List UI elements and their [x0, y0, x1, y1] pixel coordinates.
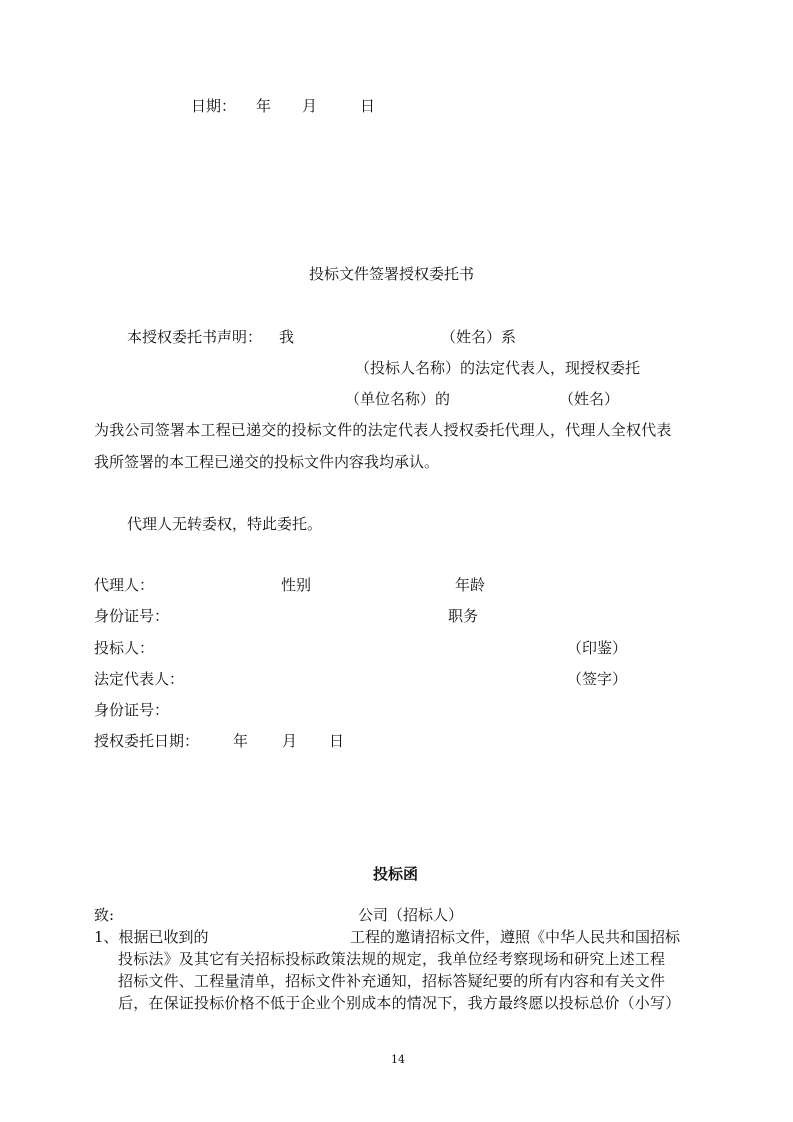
date-label: 日期： [191, 97, 237, 115]
field-id-number-1: 身份证号： [94, 607, 170, 625]
statement-line-5: 我所签署的本工程已递交的投标文件内容我均承认。 [94, 453, 440, 471]
field-id-number-2: 身份证号： [94, 701, 170, 719]
field-agent: 代理人： [94, 576, 155, 594]
field-position: 职务 [448, 607, 479, 625]
field-auth-year: 年 [233, 732, 249, 750]
field-legal-rep: 法定代表人： [94, 670, 185, 688]
statement-name-blank: （姓名）系 [441, 328, 517, 346]
letter-line-3: 招标文件、工程量清单，招标文件补充通知，招标答疑纪要的所有内容和有关文件 [118, 972, 666, 990]
date-day: 日 [360, 97, 376, 115]
statement-i: 我 [279, 328, 295, 346]
field-auth-date: 授权委托日期： [94, 732, 200, 750]
date-year: 年 [256, 97, 272, 115]
field-age: 年龄 [455, 576, 486, 594]
letter-line-4: 后，在保证投标价格不低于企业个别成本的情况下，我方最终愿以投标总价（小写） [118, 994, 681, 1012]
field-auth-month: 月 [282, 732, 298, 750]
date-month: 月 [302, 97, 318, 115]
page-number: 14 [391, 1053, 405, 1066]
letter-line-2: 投标法》及其它有关招标投标政策法规的规定，我单位经考察现场和研究上述工程 [118, 950, 666, 968]
statement-line-4: 为我公司签署本工程已递交的投标文件的法定代表人授权委托代理人，代理人全权代表 [94, 421, 672, 439]
letter-line-1b: 工程的邀请招标文件，遵照《中华人民共和国招标 [350, 928, 681, 946]
field-bidder: 投标人： [94, 639, 155, 657]
auth-title: 投标文件签署授权委托书 [309, 265, 475, 283]
field-gender: 性别 [281, 576, 312, 594]
statement-line-2: （投标人名称）的法定代表人，现授权委托 [355, 359, 641, 377]
letter-company: 公司（招标人） [358, 906, 464, 924]
statement-unit-blank: （单位名称）的 [345, 390, 451, 408]
field-sign: （签字） [567, 670, 628, 688]
statement-agent-name-blank: （姓名） [559, 390, 620, 408]
no-subdelegation: 代理人无转委权，特此委托。 [127, 515, 323, 533]
field-seal: （印鉴） [567, 639, 628, 657]
statement-intro: 本授权委托书声明： [127, 328, 263, 346]
letter-title: 投标函 [373, 865, 419, 883]
letter-to: 致: [94, 906, 115, 924]
field-auth-day: 日 [329, 732, 345, 750]
letter-line-1a: 1、根据已收到的 [94, 928, 209, 946]
